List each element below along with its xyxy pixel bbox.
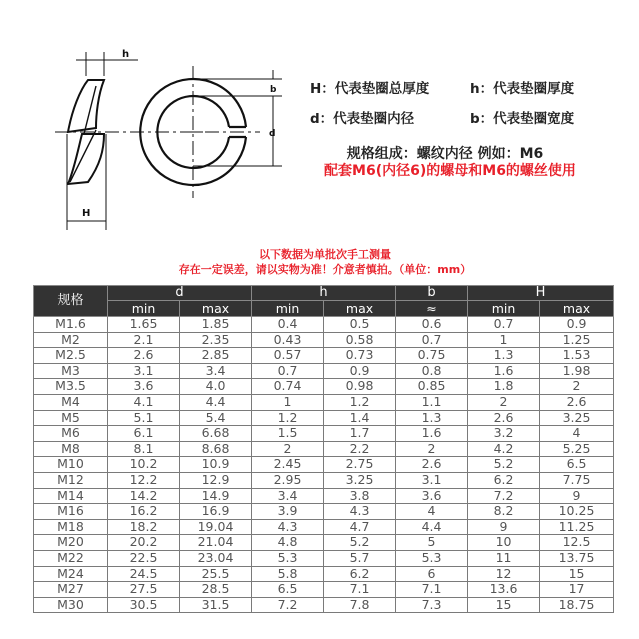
cell-b: 2.6: [396, 457, 468, 473]
cell-H-min: 1.6: [468, 363, 540, 379]
cell-spec: M20: [34, 535, 108, 551]
cell-H-min: 6.2: [468, 472, 540, 488]
cell-b: 5.3: [396, 550, 468, 566]
cell-b: 0.6: [396, 317, 468, 333]
cell-h-min: 4.8: [252, 535, 324, 551]
cell-H-min: 3.2: [468, 426, 540, 442]
cell-h-min: 5.8: [252, 566, 324, 582]
table-row: [34, 332, 614, 348]
cell-d-max: 10.9: [180, 457, 252, 473]
cell-H-min: 8.2: [468, 504, 540, 520]
cell-d-max: 28.5: [180, 582, 252, 598]
header-h-max: max: [324, 301, 396, 317]
table-row: [34, 519, 614, 535]
cell-H-min: 1: [468, 332, 540, 348]
cell-H-max: 3.25: [540, 410, 614, 426]
cell-H-min: 13.6: [468, 582, 540, 598]
cell-b: 0.85: [396, 379, 468, 395]
cell-d-min: 14.2: [108, 488, 180, 504]
cell-d-max: 16.9: [180, 504, 252, 520]
table-row: [34, 348, 614, 364]
H-label: H: [82, 208, 91, 219]
cell-h-min: 1.5: [252, 426, 324, 442]
cell-b: 3.6: [396, 488, 468, 504]
table-row: [34, 488, 614, 504]
legend-row: [310, 74, 620, 104]
header-b-approx: ≈: [396, 301, 468, 317]
h-label: h: [122, 49, 130, 60]
cell-H-max: 2.6: [540, 394, 614, 410]
table-row: [34, 394, 614, 410]
cell-d-min: 5.1: [108, 410, 180, 426]
cell-h-max: 5.2: [324, 535, 396, 551]
cell-d-max: 31.5: [180, 597, 252, 613]
cell-h-max: 4.3: [324, 504, 396, 520]
cell-spec: M3: [34, 363, 108, 379]
cell-d-min: 6.1: [108, 426, 180, 442]
cell-spec: M12: [34, 472, 108, 488]
cell-d-max: 4.0: [180, 379, 252, 395]
cell-h-max: 7.8: [324, 597, 396, 613]
cell-h-max: 4.7: [324, 519, 396, 535]
table-row: [34, 426, 614, 442]
cell-d-max: 23.04: [180, 550, 252, 566]
cell-h-max: 0.98: [324, 379, 396, 395]
cell-H-max: 2: [540, 379, 614, 395]
table-row: [34, 441, 614, 457]
cell-H-max: 6.5: [540, 457, 614, 473]
cell-b: 1.6: [396, 426, 468, 442]
cell-d-max: 4.4: [180, 394, 252, 410]
cell-H-max: 12.5: [540, 535, 614, 551]
cell-h-max: 0.58: [324, 332, 396, 348]
header-b: b: [396, 286, 468, 301]
cell-b: 1.3: [396, 410, 468, 426]
cell-spec: M22: [34, 550, 108, 566]
cell-spec: M30: [34, 597, 108, 613]
cell-d-max: 3.4: [180, 363, 252, 379]
cell-H-min: 12: [468, 566, 540, 582]
cell-h-min: 3.9: [252, 504, 324, 520]
cell-H-max: 1.53: [540, 348, 614, 364]
cell-h-min: 2.95: [252, 472, 324, 488]
cell-d-max: 2.35: [180, 332, 252, 348]
cell-h-min: 0.4: [252, 317, 324, 333]
cell-h-max: 2.2: [324, 441, 396, 457]
cell-d-min: 27.5: [108, 582, 180, 598]
cell-d-min: 18.2: [108, 519, 180, 535]
cell-d-max: 14.9: [180, 488, 252, 504]
cell-d-min: 2.1: [108, 332, 180, 348]
cell-h-max: 1.2: [324, 394, 396, 410]
table-row: [34, 379, 614, 395]
table-row: [34, 566, 614, 582]
header-d-max: max: [180, 301, 252, 317]
cell-d-min: 16.2: [108, 504, 180, 520]
cell-spec: M1.6: [34, 317, 108, 333]
cell-b: 2: [396, 441, 468, 457]
cell-h-max: 0.73: [324, 348, 396, 364]
cell-h-min: 0.43: [252, 332, 324, 348]
group-header-row: [34, 286, 614, 301]
table-body: [34, 317, 614, 613]
cell-h-min: 6.5: [252, 582, 324, 598]
cell-d-min: 4.1: [108, 394, 180, 410]
header-H: H: [468, 286, 614, 301]
cell-spec: M2.5: [34, 348, 108, 364]
cell-H-min: 1.3: [468, 348, 540, 364]
cell-b: 3.1: [396, 472, 468, 488]
cell-spec: M27: [34, 582, 108, 598]
cell-H-min: 11: [468, 550, 540, 566]
cell-H-max: 10.25: [540, 504, 614, 520]
cell-spec: M24: [34, 566, 108, 582]
cell-b: 4.4: [396, 519, 468, 535]
table-row: [34, 582, 614, 598]
cell-spec: M10: [34, 457, 108, 473]
cell-H-min: 7.2: [468, 488, 540, 504]
cell-h-min: 1.2: [252, 410, 324, 426]
table-row: [34, 410, 614, 426]
cell-H-max: 0.9: [540, 317, 614, 333]
legend-H: H：代表垫圈总厚度: [310, 81, 430, 97]
cell-b: 0.8: [396, 363, 468, 379]
cell-h-min: 0.7: [252, 363, 324, 379]
cell-H-min: 0.7: [468, 317, 540, 333]
cell-h-max: 2.75: [324, 457, 396, 473]
cell-H-min: 15: [468, 597, 540, 613]
cell-H-max: 5.25: [540, 441, 614, 457]
cell-h-max: 0.5: [324, 317, 396, 333]
table-row: [34, 457, 614, 473]
cell-d-min: 24.5: [108, 566, 180, 582]
cell-H-max: 11.25: [540, 519, 614, 535]
legend-row: [310, 104, 620, 134]
cell-d-max: 6.68: [180, 426, 252, 442]
table-row: [34, 472, 614, 488]
cell-d-max: 8.68: [180, 441, 252, 457]
cell-b: 0.7: [396, 332, 468, 348]
cell-H-max: 18.75: [540, 597, 614, 613]
legend-d: d：代表垫圈内径: [310, 111, 415, 127]
table-row: [34, 550, 614, 566]
cell-h-max: 6.2: [324, 566, 396, 582]
cell-h-max: 1.7: [324, 426, 396, 442]
tolerance-note: 存在一定误差，请以实物为准！介意者慎拍。（单位：mm）: [178, 263, 472, 276]
cell-d-max: 1.85: [180, 317, 252, 333]
cell-h-min: 5.3: [252, 550, 324, 566]
spec-composition: 规格组成：螺纹内径 例如：M6: [346, 146, 544, 162]
cell-H-max: 17: [540, 582, 614, 598]
cell-d-min: 3.1: [108, 363, 180, 379]
cell-d-min: 2.6: [108, 348, 180, 364]
cell-d-max: 21.04: [180, 535, 252, 551]
cell-H-max: 15: [540, 566, 614, 582]
spec-usage-highlight: 配套M6(内径6)的螺母和M6的螺丝使用: [324, 163, 576, 179]
cell-H-min: 1.8: [468, 379, 540, 395]
legend-h: h：代表垫圈厚度: [470, 81, 575, 97]
cell-d-min: 30.5: [108, 597, 180, 613]
cell-d-min: 12.2: [108, 472, 180, 488]
cell-h-max: 0.9: [324, 363, 396, 379]
header-d: d: [108, 286, 252, 301]
measurement-note: 以下数据为单批次手工测量: [259, 248, 391, 261]
cell-d-max: 2.85: [180, 348, 252, 364]
cell-spec: M18: [34, 519, 108, 535]
cell-b: 7.1: [396, 582, 468, 598]
cell-b: 7.3: [396, 597, 468, 613]
cell-H-max: 1.98: [540, 363, 614, 379]
cell-h-max: 3.25: [324, 472, 396, 488]
cell-d-max: 5.4: [180, 410, 252, 426]
cell-H-max: 1.25: [540, 332, 614, 348]
cell-b: 5: [396, 535, 468, 551]
cell-spec: M16: [34, 504, 108, 520]
header-h-min: min: [252, 301, 324, 317]
cell-d-max: 12.9: [180, 472, 252, 488]
cell-h-max: 1.4: [324, 410, 396, 426]
cell-d-min: 20.2: [108, 535, 180, 551]
header-spec: 规格: [34, 286, 108, 317]
cell-h-min: 2.45: [252, 457, 324, 473]
cell-spec: M2: [34, 332, 108, 348]
b-label: b: [270, 85, 277, 95]
cell-b: 6: [396, 566, 468, 582]
cell-spec: M6: [34, 426, 108, 442]
sub-header-row: [34, 301, 614, 317]
header-H-min: min: [468, 301, 540, 317]
cell-H-min: 2.6: [468, 410, 540, 426]
cell-h-max: 5.7: [324, 550, 396, 566]
header-h: h: [252, 286, 396, 301]
cell-d-min: 1.65: [108, 317, 180, 333]
cell-spec: M5: [34, 410, 108, 426]
cell-H-min: 2: [468, 394, 540, 410]
cell-H-min: 9: [468, 519, 540, 535]
cell-d-max: 19.04: [180, 519, 252, 535]
cell-H-max: 13.75: [540, 550, 614, 566]
cell-spec: M4: [34, 394, 108, 410]
washer-spec-table: [33, 285, 614, 613]
cell-spec: M8: [34, 441, 108, 457]
cell-b: 0.75: [396, 348, 468, 364]
cell-h-min: 1: [252, 394, 324, 410]
cell-H-max: 4: [540, 426, 614, 442]
table-row: [34, 597, 614, 613]
cell-h-min: 7.2: [252, 597, 324, 613]
cell-d-min: 8.1: [108, 441, 180, 457]
cell-b: 4: [396, 504, 468, 520]
cell-h-max: 3.8: [324, 488, 396, 504]
d-label: d: [269, 129, 276, 139]
header-d-min: min: [108, 301, 180, 317]
table-row: [34, 317, 614, 333]
cell-H-min: 5.2: [468, 457, 540, 473]
cell-d-max: 25.5: [180, 566, 252, 582]
table-row: [34, 363, 614, 379]
cell-h-min: 4.3: [252, 519, 324, 535]
cell-d-min: 3.6: [108, 379, 180, 395]
cell-spec: M14: [34, 488, 108, 504]
cell-h-max: 7.1: [324, 582, 396, 598]
cell-H-min: 10: [468, 535, 540, 551]
legend-b: b：代表垫圈宽度: [470, 111, 575, 127]
cell-H-max: 7.75: [540, 472, 614, 488]
cell-d-min: 10.2: [108, 457, 180, 473]
cell-h-min: 3.4: [252, 488, 324, 504]
cell-h-min: 2: [252, 441, 324, 457]
cell-h-min: 0.57: [252, 348, 324, 364]
table-row: [34, 535, 614, 551]
dimension-legend: [310, 74, 620, 134]
cell-b: 1.1: [396, 394, 468, 410]
cell-H-max: 9: [540, 488, 614, 504]
cell-H-min: 4.2: [468, 441, 540, 457]
cell-spec: M3.5: [34, 379, 108, 395]
header-H-max: max: [540, 301, 614, 317]
table-row: [34, 504, 614, 520]
cell-h-min: 0.74: [252, 379, 324, 395]
cell-d-min: 22.5: [108, 550, 180, 566]
